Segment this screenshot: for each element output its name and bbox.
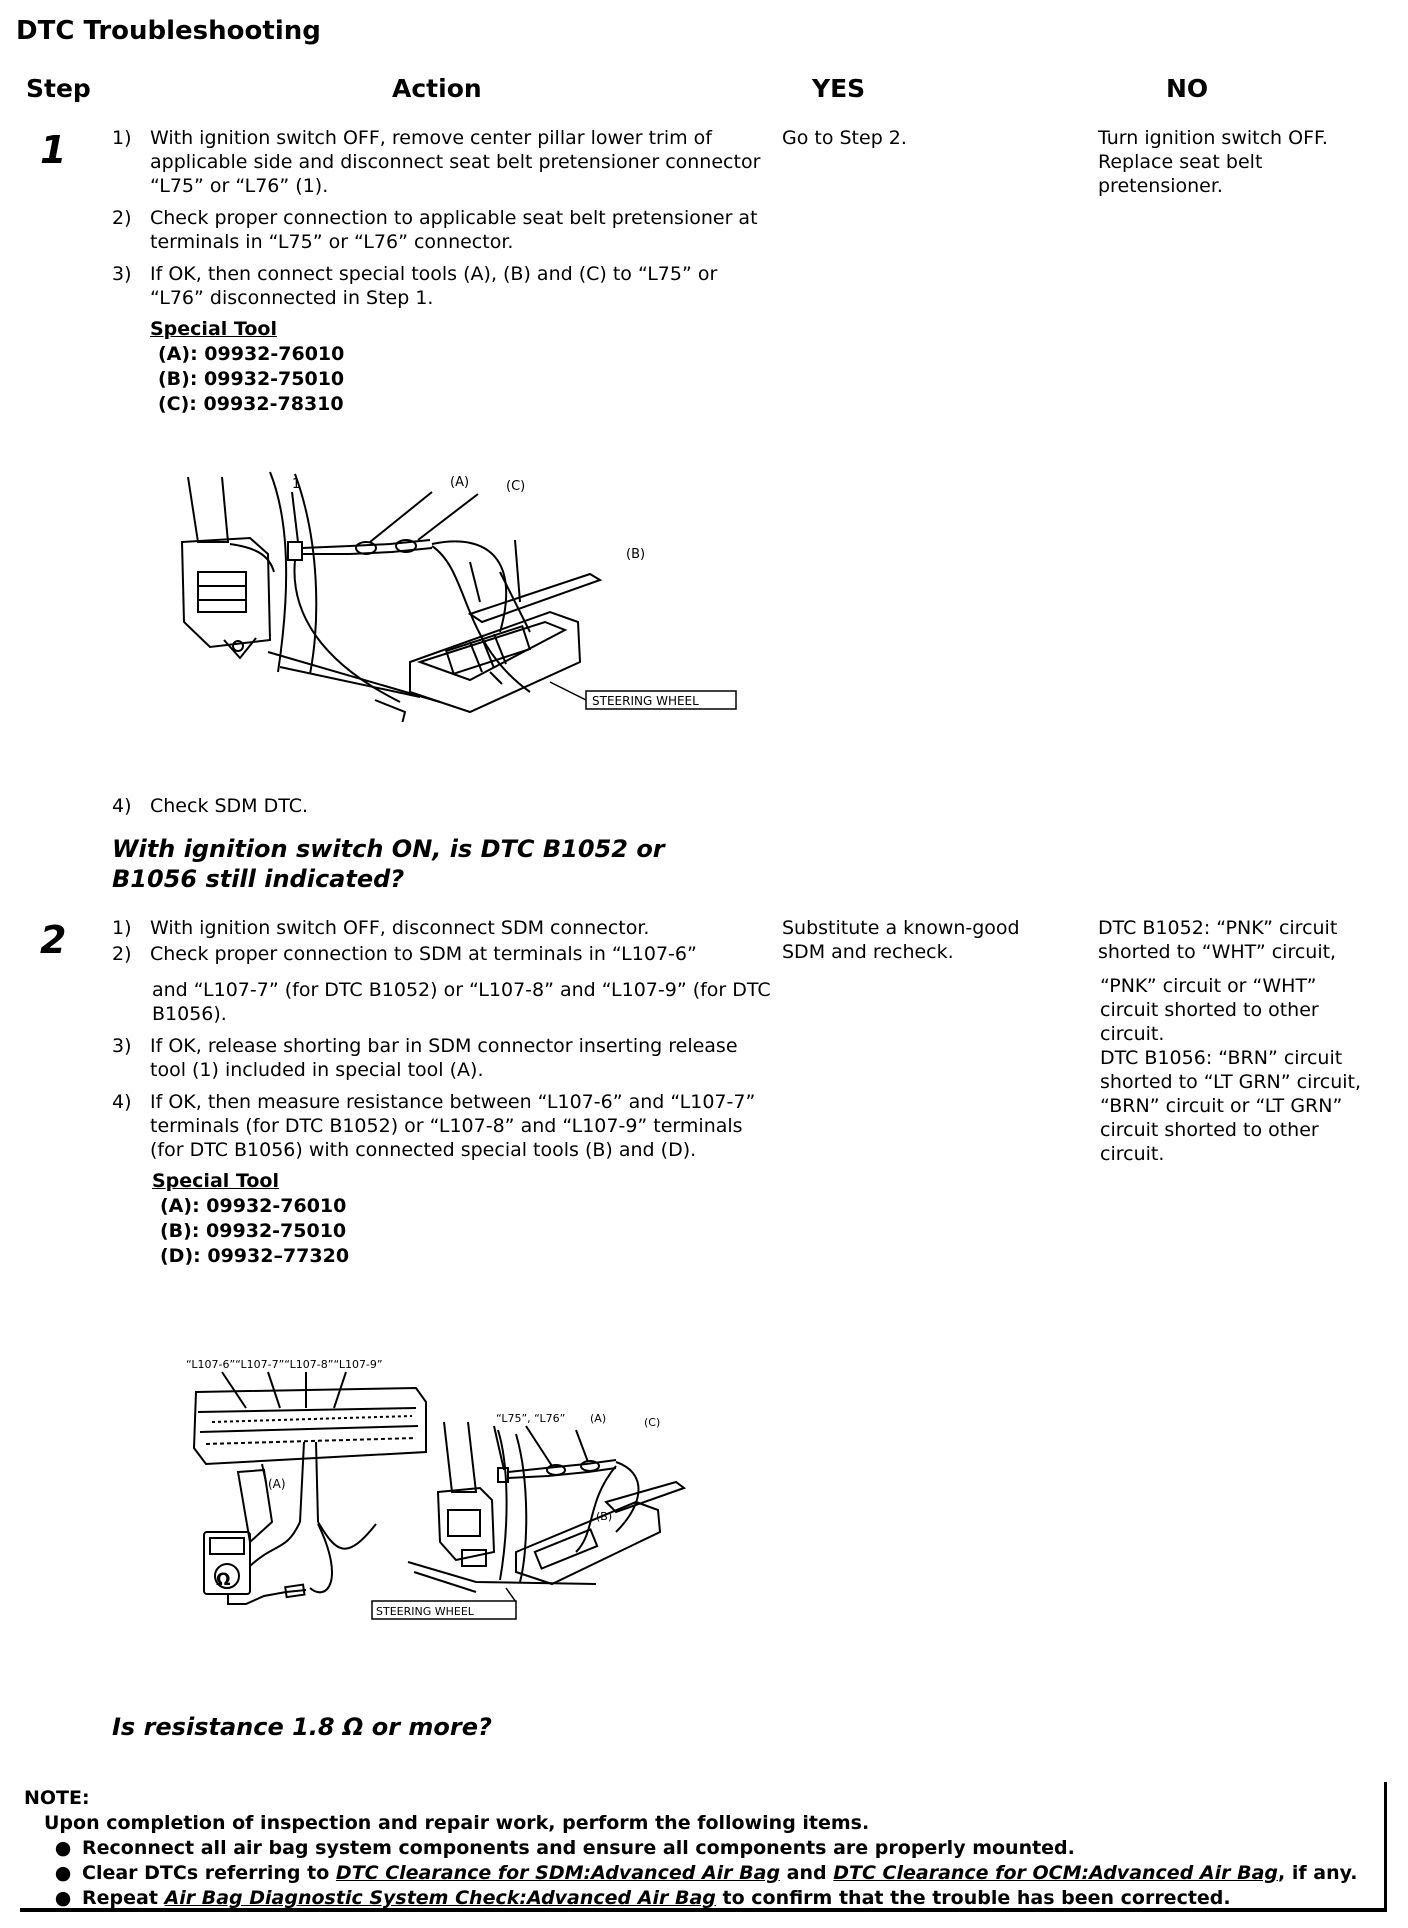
figure-label-connectors: “L75”, “L76” <box>496 1412 566 1425</box>
step-2-figure <box>176 1352 746 1622</box>
step-1-action-3: 3) If OK, then connect special tools (A), (B) and (C) to “L75” or “L76” disconnected in Step 1. <box>112 263 718 309</box>
belt-strap <box>188 477 228 542</box>
tool-b-box-2 <box>516 1502 660 1584</box>
tool-b-box <box>410 612 580 712</box>
step-2-no-part2: “PNK” circuit or “WHT” circuit shorted to other circuit. <box>1100 975 1319 1045</box>
link-air-bag-diagnostic-check[interactable]: Air Bag Diagnostic System Check:Advanced Air Bag <box>164 1887 716 1909</box>
link-dtc-clearance-sdm[interactable]: DTC Clearance for SDM:Advanced Air Bag <box>335 1862 781 1884</box>
belt-strap-2 <box>444 1422 476 1492</box>
step-2-action-2: 2) Check proper connection to SDM at terminals in “L107-6” <box>112 943 697 965</box>
retractor <box>182 538 270 647</box>
note-box <box>24 1786 1384 1911</box>
note-item-1: ● Reconnect all air bag system components and ensure all components are properly mounted. <box>24 1836 1384 1861</box>
tool-code: (C): 09932-78310 <box>158 393 344 415</box>
meter-lead-1 <box>250 1522 300 1566</box>
header-yes: YES <box>812 74 866 103</box>
figure-label-b-2: (B) <box>596 1510 613 1523</box>
tool-code: (B): 09932-75010 <box>158 368 345 390</box>
special-tool-label: Special Tool <box>152 1170 279 1192</box>
note-item-3: ● Repeat Air Bag Diagnostic System Check:Advanced Air Bag to confirm that the trouble has been corrected. <box>24 1886 1384 1911</box>
tool-code: (A): 09932-76010 <box>160 1195 347 1217</box>
bullet-icon: ● <box>54 1887 72 1909</box>
step-1-yes: Go to Step 2. <box>782 127 907 149</box>
header-action: Action <box>392 74 482 103</box>
step-2-action-1: 1) With ignition switch OFF, disconnect SDM connector. <box>112 917 650 939</box>
tool-code: (B): 09932-75010 <box>160 1220 347 1242</box>
tool-b-lid <box>470 574 600 622</box>
step-2-yes: Substitute a known-good SDM and recheck. <box>782 917 1020 963</box>
bullet-icon: ● <box>54 1862 72 1884</box>
tool-code: (A): 09932-76010 <box>158 343 345 365</box>
figure-label-a: (A) <box>450 475 470 490</box>
leader-line-c <box>418 494 478 540</box>
step-1-special-tool <box>112 318 762 417</box>
figure-label-ohm: Ω <box>216 1570 231 1590</box>
tool-code: (D): 09932–77320 <box>160 1245 350 1267</box>
figure-label-b: (B) <box>626 547 646 562</box>
link-dtc-clearance-ocm[interactable]: DTC Clearance for OCM:Advanced Air Bag <box>833 1862 1279 1884</box>
note-label: NOTE: <box>24 1787 90 1809</box>
note-border-right <box>1384 1782 1387 1910</box>
probe-2 <box>316 1442 318 1522</box>
step-1-action-2: 2) Check proper connection to applicable seat belt pretensioner at terminals in “L75” or “L76” connector. <box>112 207 758 253</box>
special-tool-label: Special Tool <box>150 318 277 340</box>
header-step: Step <box>26 74 91 103</box>
page-title: DTC Troubleshooting <box>16 16 321 46</box>
step-1-number: 1 <box>40 128 67 172</box>
note-intro: Upon completion of inspection and repair work, perform the following items. <box>44 1812 870 1834</box>
step-2-action-3: 3) If OK, release shorting bar in SDM connector inserting release tool (1) included in special tool (A). <box>112 1035 738 1081</box>
figure-label-terminals: “L107-6”“L107-7”“L107-8”“L107-9” <box>186 1358 383 1371</box>
step-2-number: 2 <box>40 918 67 962</box>
step-2-no <box>1098 916 1380 1166</box>
step-2-no-part1: DTC B1052: “PNK” circuit shorted to “WHT” circuit, <box>1098 917 1338 963</box>
leader-line-a <box>370 492 432 542</box>
figure-label-a-left: (A) <box>268 1477 286 1491</box>
step-1-action-1: 1) With ignition switch OFF, remove center pillar lower trim of applicable side and disconnect seat belt pretensioner connector “L75” or “L76” (1). <box>112 127 761 197</box>
step-2-action-4: 4) If OK, then measure resistance between “L107-6” and “L107-7” terminals (for DTC B1052) or “L107-8” and “L107-9” terminals (for DTC B1056) with connected special tools (B) and (D). <box>112 1091 756 1161</box>
step-1-figure <box>170 462 740 722</box>
step-1-no: Turn ignition switch OFF. Replace seat belt pretensioner. <box>1098 127 1328 197</box>
step-2-actions <box>112 916 772 1269</box>
bullet-icon: ● <box>54 1837 72 1859</box>
connector-l75 <box>288 542 302 560</box>
figure-label-steering: STEERING WHEEL <box>592 694 699 708</box>
leader-line-1 <box>292 492 298 542</box>
step-2-question: Is resistance 1.8 Ω or more? <box>112 1713 492 1741</box>
probe-1 <box>300 1442 304 1522</box>
figure-label-steering-2: STEERING WHEEL <box>376 1605 474 1618</box>
figure-label-a-right: (A) <box>590 1412 607 1425</box>
figure-label-c: (C) <box>506 479 526 494</box>
step-1-question: With ignition switch ON, is DTC B1052 or B1056 still indicated? <box>112 835 665 893</box>
step-1-actions <box>112 126 762 417</box>
note-item-2: ● Clear DTCs referring to DTC Clearance for SDM:Advanced Air Bag and DTC Clearance for OCM:Advanced Air Bag, if any. <box>24 1861 1384 1886</box>
header-no: NO <box>1166 74 1209 103</box>
step-2-no-part3: DTC B1056: “BRN” circuit shorted to “LT GRN” circuit, “BRN” circuit or “LT GRN” circuit shorted to other circuit. <box>1100 1047 1361 1165</box>
figure-label-c-2: (C) <box>644 1416 661 1429</box>
step-1-action-4: 4) Check SDM DTC. <box>112 795 309 817</box>
retractor-window <box>198 572 246 612</box>
step-2-action-2-cont: and “L107-7” (for DTC B1052) or “L107-8” and “L107-9” (for DTC B1056). <box>152 979 771 1025</box>
step-2-special-tool <box>112 1170 772 1269</box>
figure-label-1: 1 <box>292 477 301 492</box>
